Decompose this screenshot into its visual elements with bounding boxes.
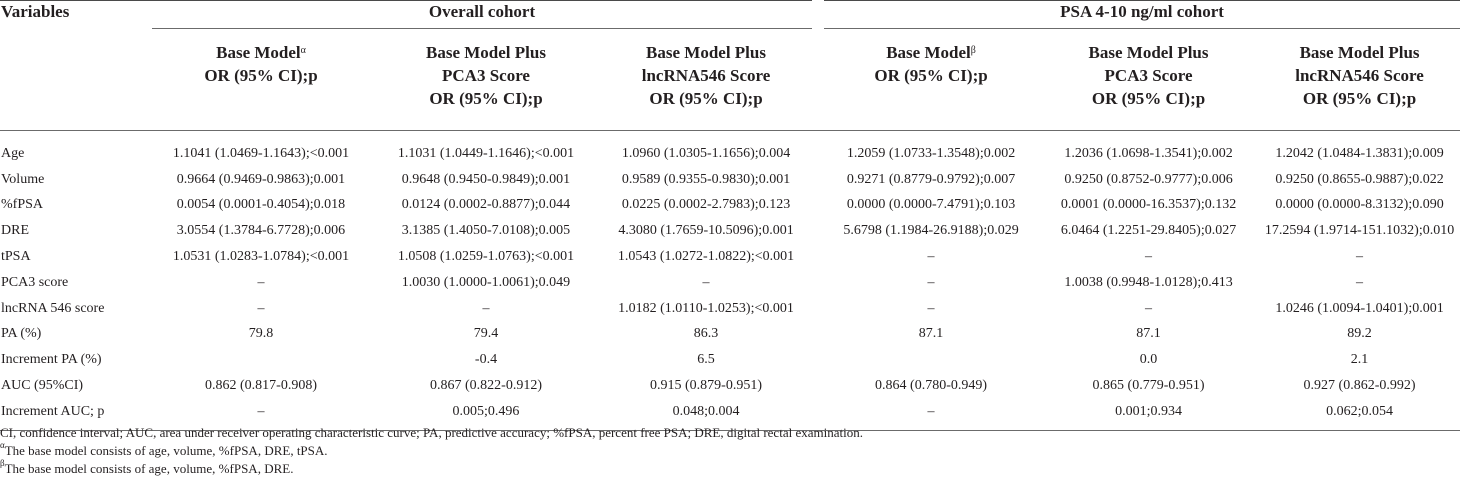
- row-label: Volume: [1, 171, 45, 187]
- table-cell: 87.1: [918, 326, 944, 342]
- table-row: [0, 193, 1460, 219]
- table-cell: 1.1041 (1.0469-1.1643);<0.001: [172, 145, 350, 161]
- table-cell: 0.005;0.496: [372, 399, 600, 431]
- table-cell: 17.2594 (1.9714-151.1032);0.010: [1264, 223, 1455, 239]
- row-label: tPSA: [1, 249, 31, 265]
- table-cell: 0.062;0.054: [1259, 399, 1460, 431]
- col-header-lncrna-psa: Base Model Plus lncRNA546 Score OR (95% CI);p: [1259, 31, 1460, 131]
- table-cell: 1.0543 (1.0272-1.0822);<0.001: [617, 249, 795, 265]
- footnote-abbreviations: CI, confidence interval; AUC, area under receiver operating characteristic curve; PA, predictive accuracy; %fPSA, percent free PSA; DRE, digital rectal examination.: [0, 425, 863, 440]
- row-label: Increment PA (%): [1, 352, 102, 368]
- table-cell: 0.9664 (0.9469-0.9863);0.001: [176, 171, 346, 187]
- table-cell: 3.0554 (1.3784-6.7728);0.006: [176, 223, 346, 239]
- table-cell: [824, 347, 1038, 373]
- table-cell: 0.0: [1139, 352, 1158, 368]
- table-cell: 6.0464 (1.2251-29.8405);0.027: [1060, 223, 1237, 239]
- table-cell: -0.4: [474, 352, 498, 368]
- table-cell: –: [1356, 249, 1364, 265]
- header-variables: Variables: [0, 1, 150, 32]
- table-cell: 86.3: [693, 326, 719, 342]
- table-cell: 0.9250 (0.8752-0.9777);0.006: [1064, 171, 1233, 187]
- col-header-pca3-overall: Base Model Plus PCA3 Score OR (95% CI);p: [372, 31, 600, 131]
- table-cell: 0.0000 (0.0000-8.3132);0.090: [1275, 197, 1444, 213]
- table-cell: –: [1356, 274, 1364, 290]
- row-label: AUC (95%CI): [1, 378, 84, 394]
- table-cell: 89.2: [1347, 326, 1372, 342]
- table-cell: 1.0030 (1.0000-1.0061);0.049: [401, 274, 571, 290]
- table-cell: 1.0182 (1.0110-1.0253);<0.001: [618, 300, 794, 316]
- table-cell: –: [927, 249, 935, 265]
- table-cell: 0.864 (0.780-0.949): [875, 378, 988, 394]
- table-cell: –: [927, 274, 935, 290]
- table-row: [0, 322, 1460, 348]
- table-cell: –: [482, 300, 490, 316]
- table-cell: 87.1: [1136, 326, 1161, 342]
- table-cell: –: [824, 399, 1038, 431]
- table-cell: 79.4: [473, 326, 499, 342]
- table-cell: 1.0246 (1.0094-1.0401);0.001: [1275, 300, 1444, 316]
- footnote-alpha: $^\alpha$The base model consists of age, volume, %fPSA, DRE, tPSA.: [0, 440, 328, 458]
- table-cell: 0.0001 (0.0000-16.3537);0.132: [1060, 197, 1237, 213]
- table-cell: 0.0124 (0.0002-0.8877);0.044: [401, 197, 571, 213]
- row-label: PA (%): [1, 326, 42, 342]
- table-cell: 0.867 (0.822-0.912): [430, 378, 542, 394]
- col-header-base-model-overall: Base Model$^\alpha$ OR (95% CI);p: [150, 31, 372, 131]
- table-cell: 1.2042 (1.0484-1.3831);0.009: [1275, 145, 1444, 161]
- table-cell: 0.9271 (0.8779-0.9792);0.007: [846, 171, 1016, 187]
- footnote-beta: $^\beta$The base model consists of age, volume, %fPSA, DRE.: [0, 458, 294, 476]
- table-cell: 1.0960 (1.0305-1.1656);0.004: [621, 145, 791, 161]
- table-cell: 0.927 (0.862-0.992): [1303, 378, 1416, 394]
- table-cell: 1.1031 (1.0449-1.1646);<0.001: [397, 145, 575, 161]
- table-cell: 1.2036 (1.0698-1.3541);0.002: [1064, 145, 1233, 161]
- table-cell: –: [1145, 300, 1153, 316]
- table-cell: 0.915 (0.879-0.951): [650, 378, 763, 394]
- table-cell: –: [1145, 249, 1153, 265]
- table-cell: [150, 347, 372, 373]
- header-overall-cohort: Overall cohort: [150, 1, 812, 32]
- table-cell: 1.0508 (1.0259-1.0763);<0.001: [397, 249, 575, 265]
- table-body: [0, 131, 1460, 431]
- table-cell: –: [150, 399, 372, 431]
- table-cell: 0.0225 (0.0002-2.7983);0.123: [621, 197, 791, 213]
- table-cell: 0.9250 (0.8655-0.9887);0.022: [1275, 171, 1444, 187]
- table-cell: –: [927, 300, 935, 316]
- table-row: [0, 131, 1460, 167]
- table-cell: 0.9589 (0.9355-0.9830);0.001: [621, 171, 791, 187]
- col-header-pca3-psa: Base Model Plus PCA3 Score OR (95% CI);p: [1038, 31, 1259, 131]
- table-cell: –: [257, 300, 265, 316]
- row-label: DRE: [1, 223, 29, 239]
- table-cell: 0.001;0.934: [1038, 399, 1259, 431]
- table-cell: 0.9648 (0.9450-0.9849);0.001: [401, 171, 571, 187]
- table-cell: 1.2059 (1.0733-1.3548);0.002: [846, 145, 1016, 161]
- row-label: Increment AUC; p: [0, 399, 150, 431]
- table-cell: 1.0531 (1.0283-1.0784);<0.001: [172, 249, 350, 265]
- table-cell: –: [257, 274, 265, 290]
- table-cell: 5.6798 (1.1984-26.9188);0.029: [843, 223, 1019, 239]
- table-cell: 0.0054 (0.0001-0.4054);0.018: [176, 197, 346, 213]
- table-cell: –: [702, 274, 710, 290]
- table-row: [0, 270, 1460, 296]
- table-cell: 0.048;0.004: [600, 399, 812, 431]
- row-label: Age: [1, 145, 25, 161]
- table-cell: 6.5: [697, 352, 715, 368]
- table-row: [0, 347, 1460, 373]
- table-cell: 0.865 (0.779-0.951): [1092, 378, 1205, 394]
- col-header-base-model-psa: Base Model$^\beta$ OR (95% CI);p: [824, 31, 1038, 131]
- table-row: [0, 244, 1460, 270]
- table-cell: 0.862 (0.817-0.908): [205, 378, 317, 394]
- row-label: %fPSA: [1, 197, 44, 213]
- row-label: lncRNA 546 score: [1, 300, 105, 316]
- table-cell: 3.1385 (1.4050-7.0108);0.005: [401, 223, 571, 239]
- table-cell: 4.3080 (1.7659-10.5096);0.001: [618, 223, 794, 239]
- table-cell: 1.0038 (0.9948-1.0128);0.413: [1064, 274, 1233, 290]
- table-cell: 79.8: [248, 326, 274, 342]
- table-row: [0, 296, 1460, 322]
- table-row: [0, 218, 1460, 244]
- table-row: [0, 373, 1460, 399]
- col-header-lncrna-overall: Base Model Plus lncRNA546 Score OR (95% CI);p: [600, 31, 812, 131]
- row-label: PCA3 score: [1, 274, 69, 290]
- table-cell: 2.1: [1350, 352, 1369, 368]
- header-psa-cohort: PSA 4-10 ng/ml cohort: [824, 1, 1460, 32]
- table-row: [0, 167, 1460, 193]
- table-cell: 0.0000 (0.0000-7.4791);0.103: [846, 197, 1016, 213]
